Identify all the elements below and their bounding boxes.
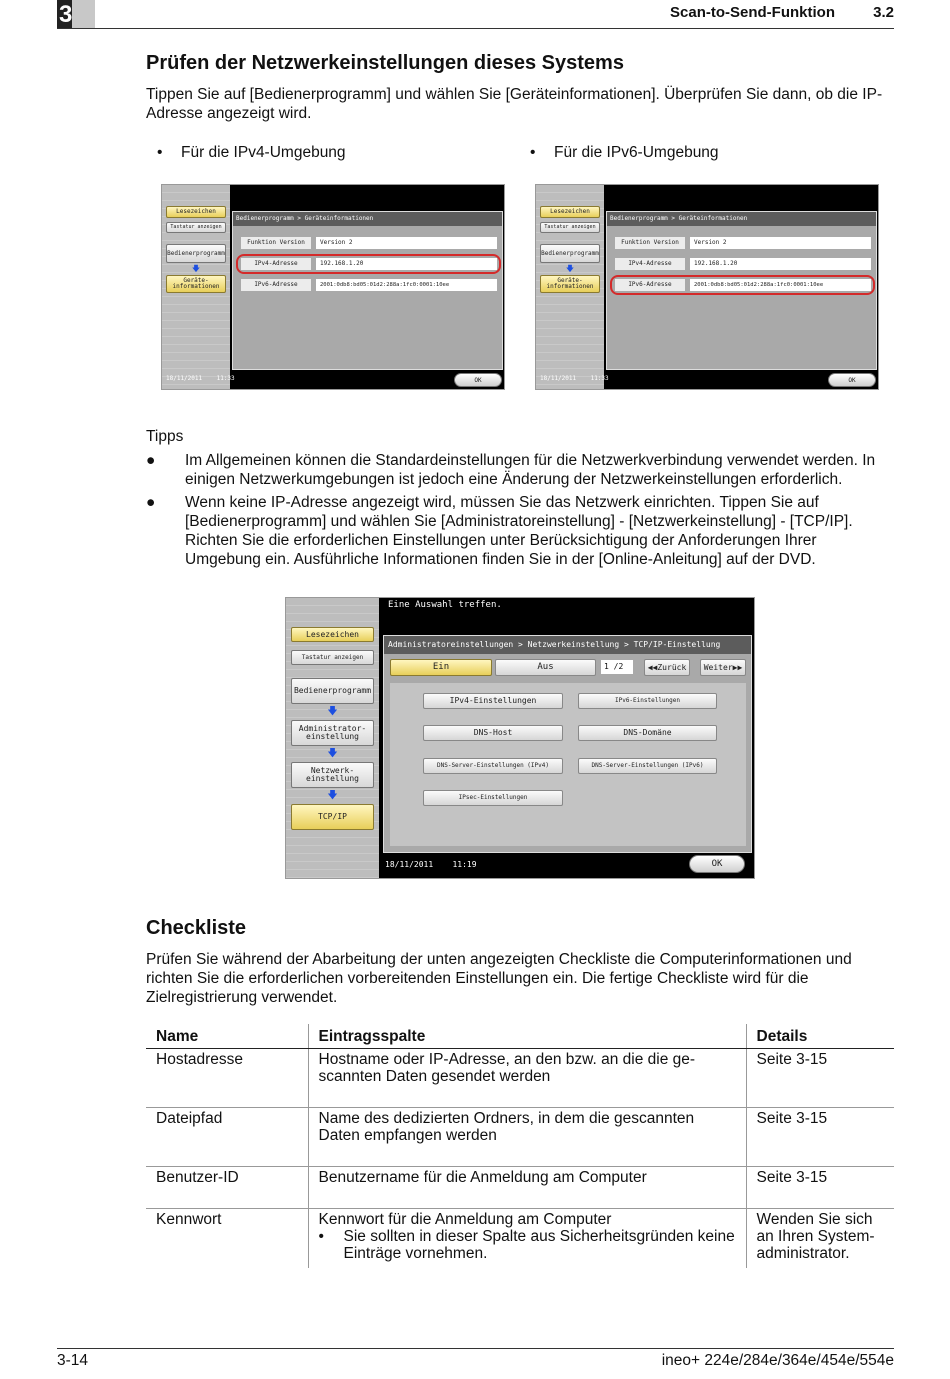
- bookmark-button: Lesezeichen: [291, 627, 374, 642]
- cell-name: Dateipfad: [146, 1107, 308, 1166]
- column-header: Details: [746, 1024, 894, 1048]
- dns-host-button: DNS-Host: [423, 725, 563, 741]
- bookmark-button: Lesezeichen: [166, 206, 226, 218]
- ipv4-settings-button: IPv4-Einstellungen: [423, 693, 563, 709]
- tip-item: ● Wenn keine IP-Adresse angezeigt wird, müssen Sie das Netzwerk einrichten. Tippen Sie auf [Bedienerprogramm] und wählen Sie [Administratoreinstellung] - [Netzwerkeinstellung] - [TCP/IP]. Richten Sie die erforderlichen Einstellungen unter Berücksichtigung der Anforderungen Ihrer Umgebung ein. Ausführliche Informationen finden Sie in der [Online-Anleitung] auf der DVD.: [146, 494, 853, 568]
- intro-text: Tippen Sie auf [Bedienerprogramm] und wählen Sie [Geräteinformationen]. Überprüfen Sie dann, ob die IP-Adresse angezeigt wird.: [146, 86, 883, 122]
- row-label: Funktion Version: [615, 237, 685, 249]
- entry-text: Kennwort für die Anmeldung am Computer: [318, 1210, 612, 1228]
- product-model: ineo+ 224e/284e/364e/454e/554e: [661, 1352, 894, 1369]
- breadcrumb: Administratoreinstellungen > Netzwerkeinstellung > TCP/IP-Einstellung: [384, 636, 751, 654]
- cell-entry: Hostname oder IP-Adresse, an den bzw. an die die ge-scannten Daten gesendet werden: [308, 1048, 746, 1107]
- keyboard-button: Tastatur anzeigen: [291, 650, 374, 665]
- device-info-button: Geräte-informationen: [540, 275, 600, 293]
- row-value: 192.168.1.20: [316, 258, 497, 270]
- table-row: [146, 1048, 894, 1107]
- dns-domain-button: DNS-Domäne: [578, 725, 717, 741]
- column-header: Eintragsspalte: [308, 1024, 746, 1048]
- cell-entry: Name des dedizierten Ordners, in dem die gescannten Daten empfangen werden: [308, 1107, 746, 1166]
- back-button: ◀◀Zurück: [644, 659, 690, 676]
- cell-name: Benutzer-ID: [146, 1166, 308, 1208]
- page-indicator: 1 /2: [601, 660, 633, 674]
- table-header-row: [146, 1024, 894, 1048]
- dns-server-ipv4-button: DNS-Server-Einstellungen (IPv4): [423, 758, 563, 774]
- utility-button: Bedienerprogramm: [291, 678, 374, 704]
- checklist-heading: Checkliste: [146, 917, 247, 939]
- keyboard-button: Tastatur anzeigen: [540, 222, 600, 233]
- arrow-down-icon: 🡇: [565, 264, 575, 273]
- screen-message: Eine Auswahl treffen.: [388, 600, 502, 610]
- tips-heading: Tipps: [146, 428, 184, 445]
- screenshot-ipv4: [161, 184, 505, 390]
- bookmark-button: Lesezeichen: [540, 206, 600, 218]
- status-bar: 18/11/2011 11:33: [166, 375, 235, 382]
- tcpip-button: TCP/IP: [291, 804, 374, 830]
- chapter-number: 3: [57, 0, 95, 28]
- footer-divider: [57, 1348, 894, 1349]
- highlight-ring: [236, 254, 501, 274]
- screenshot-tcpip: [285, 597, 755, 879]
- row-value: 192.168.1.20: [690, 258, 871, 270]
- ipv6-settings-button: IPv6-Einstellungen: [578, 693, 717, 709]
- table-row: [146, 1208, 894, 1268]
- table-row: [146, 1166, 894, 1208]
- breadcrumb: Bedienerprogramm > Geräteinformationen: [607, 212, 876, 226]
- highlight-ring: [610, 275, 875, 295]
- column-header: Name: [146, 1024, 308, 1048]
- off-button: Aus: [495, 659, 596, 676]
- row-label: Funktion Version: [241, 237, 311, 249]
- admin-button: Administrator-einstellung: [291, 720, 374, 746]
- ok-button: OK: [454, 373, 502, 387]
- utility-button: Bedienerprogramm: [540, 244, 600, 263]
- header-divider: [57, 28, 894, 29]
- section-title: Prüfen der Netzwerkeinstellungen dieses Systems: [146, 52, 624, 74]
- screenshot-ipv6: [535, 184, 879, 390]
- row-value: 2001:0db8:bd05:01d2:288a:1fc0:0001:10ee: [316, 279, 497, 291]
- status-bar: 18/11/2011 11:19: [385, 860, 477, 869]
- on-button: Ein: [390, 659, 492, 676]
- cell-entry: Benutzername für die Anmeldung am Computer: [308, 1166, 746, 1208]
- arrow-down-icon: 🡇: [327, 748, 338, 759]
- dns-server-ipv6-button: DNS-Server-Einstellungen (IPv6): [578, 758, 717, 774]
- device-info-button: Geräte-informationen: [166, 275, 226, 293]
- keyboard-button: Tastatur anzeigen: [166, 222, 226, 233]
- cell-name: Hostadresse: [146, 1048, 308, 1107]
- row-value: 2001:0db8:bd05:01d2:288a:1fc0:0001:10ee: [690, 279, 871, 291]
- status-bar: 18/11/2011 11:33: [540, 375, 609, 382]
- row-label: IPv4-Adresse: [615, 258, 685, 270]
- network-button: Netzwerk-einstellung: [291, 762, 374, 788]
- next-button: Weiter▶▶: [700, 659, 746, 676]
- arrow-down-icon: 🡇: [191, 264, 201, 273]
- entry-note: • Sie sollten in dieser Spalte aus Sicherheitsgründen keine Einträge vornehmen.: [318, 1227, 735, 1262]
- cell-details: Seite 3-15: [746, 1048, 894, 1107]
- tip-item: ● Im Allgemeinen können die Standardeinstellungen für die Netzwerkverbindung verwendet werden. In einigen Netzwerkumgebungen ist jedoch eine Änderung der Netzwerkeinstellungen erforderlich.: [146, 452, 876, 488]
- table-row: [146, 1107, 894, 1166]
- arrow-down-icon: 🡇: [327, 790, 338, 801]
- cell-name: Kennwort: [156, 1210, 222, 1228]
- cell-details: Seite 3-15: [746, 1166, 894, 1208]
- checklist-table: [146, 1024, 894, 1268]
- ok-button: OK: [689, 855, 745, 873]
- breadcrumb: Bedienerprogramm > Geräteinformationen: [233, 212, 502, 226]
- cell-details: Wenden Sie sich an Ihren System-administrator.: [756, 1210, 875, 1262]
- row-label: IPv6-Adresse: [241, 279, 311, 291]
- row-label: IPv4-Adresse: [241, 258, 311, 270]
- page-number: 3-14: [57, 1352, 89, 1369]
- cell-details: Seite 3-15: [746, 1107, 894, 1166]
- ok-button: OK: [828, 373, 876, 387]
- cell-entry: [308, 1208, 746, 1268]
- row-value: Version 2: [690, 237, 871, 249]
- row-value: Version 2: [316, 237, 497, 249]
- running-header-section: 3.2: [873, 4, 894, 21]
- arrow-down-icon: 🡇: [327, 706, 338, 717]
- running-header-title: Scan-to-Send-Funktion: [670, 4, 835, 21]
- ipsec-settings-button: IPsec-Einstellungen: [423, 790, 563, 806]
- utility-button: Bedienerprogramm: [166, 244, 226, 263]
- row-label: IPv6-Adresse: [615, 279, 685, 291]
- checklist-intro: Prüfen Sie während der Abarbeitung der unten angezeigten Checkliste die Computerinformationen und richten Sie die erforderlichen vorbereitenden Einstellungen ein. Die fertige Checkliste wird für die Zielregistrierung verwendet.: [146, 951, 852, 1006]
